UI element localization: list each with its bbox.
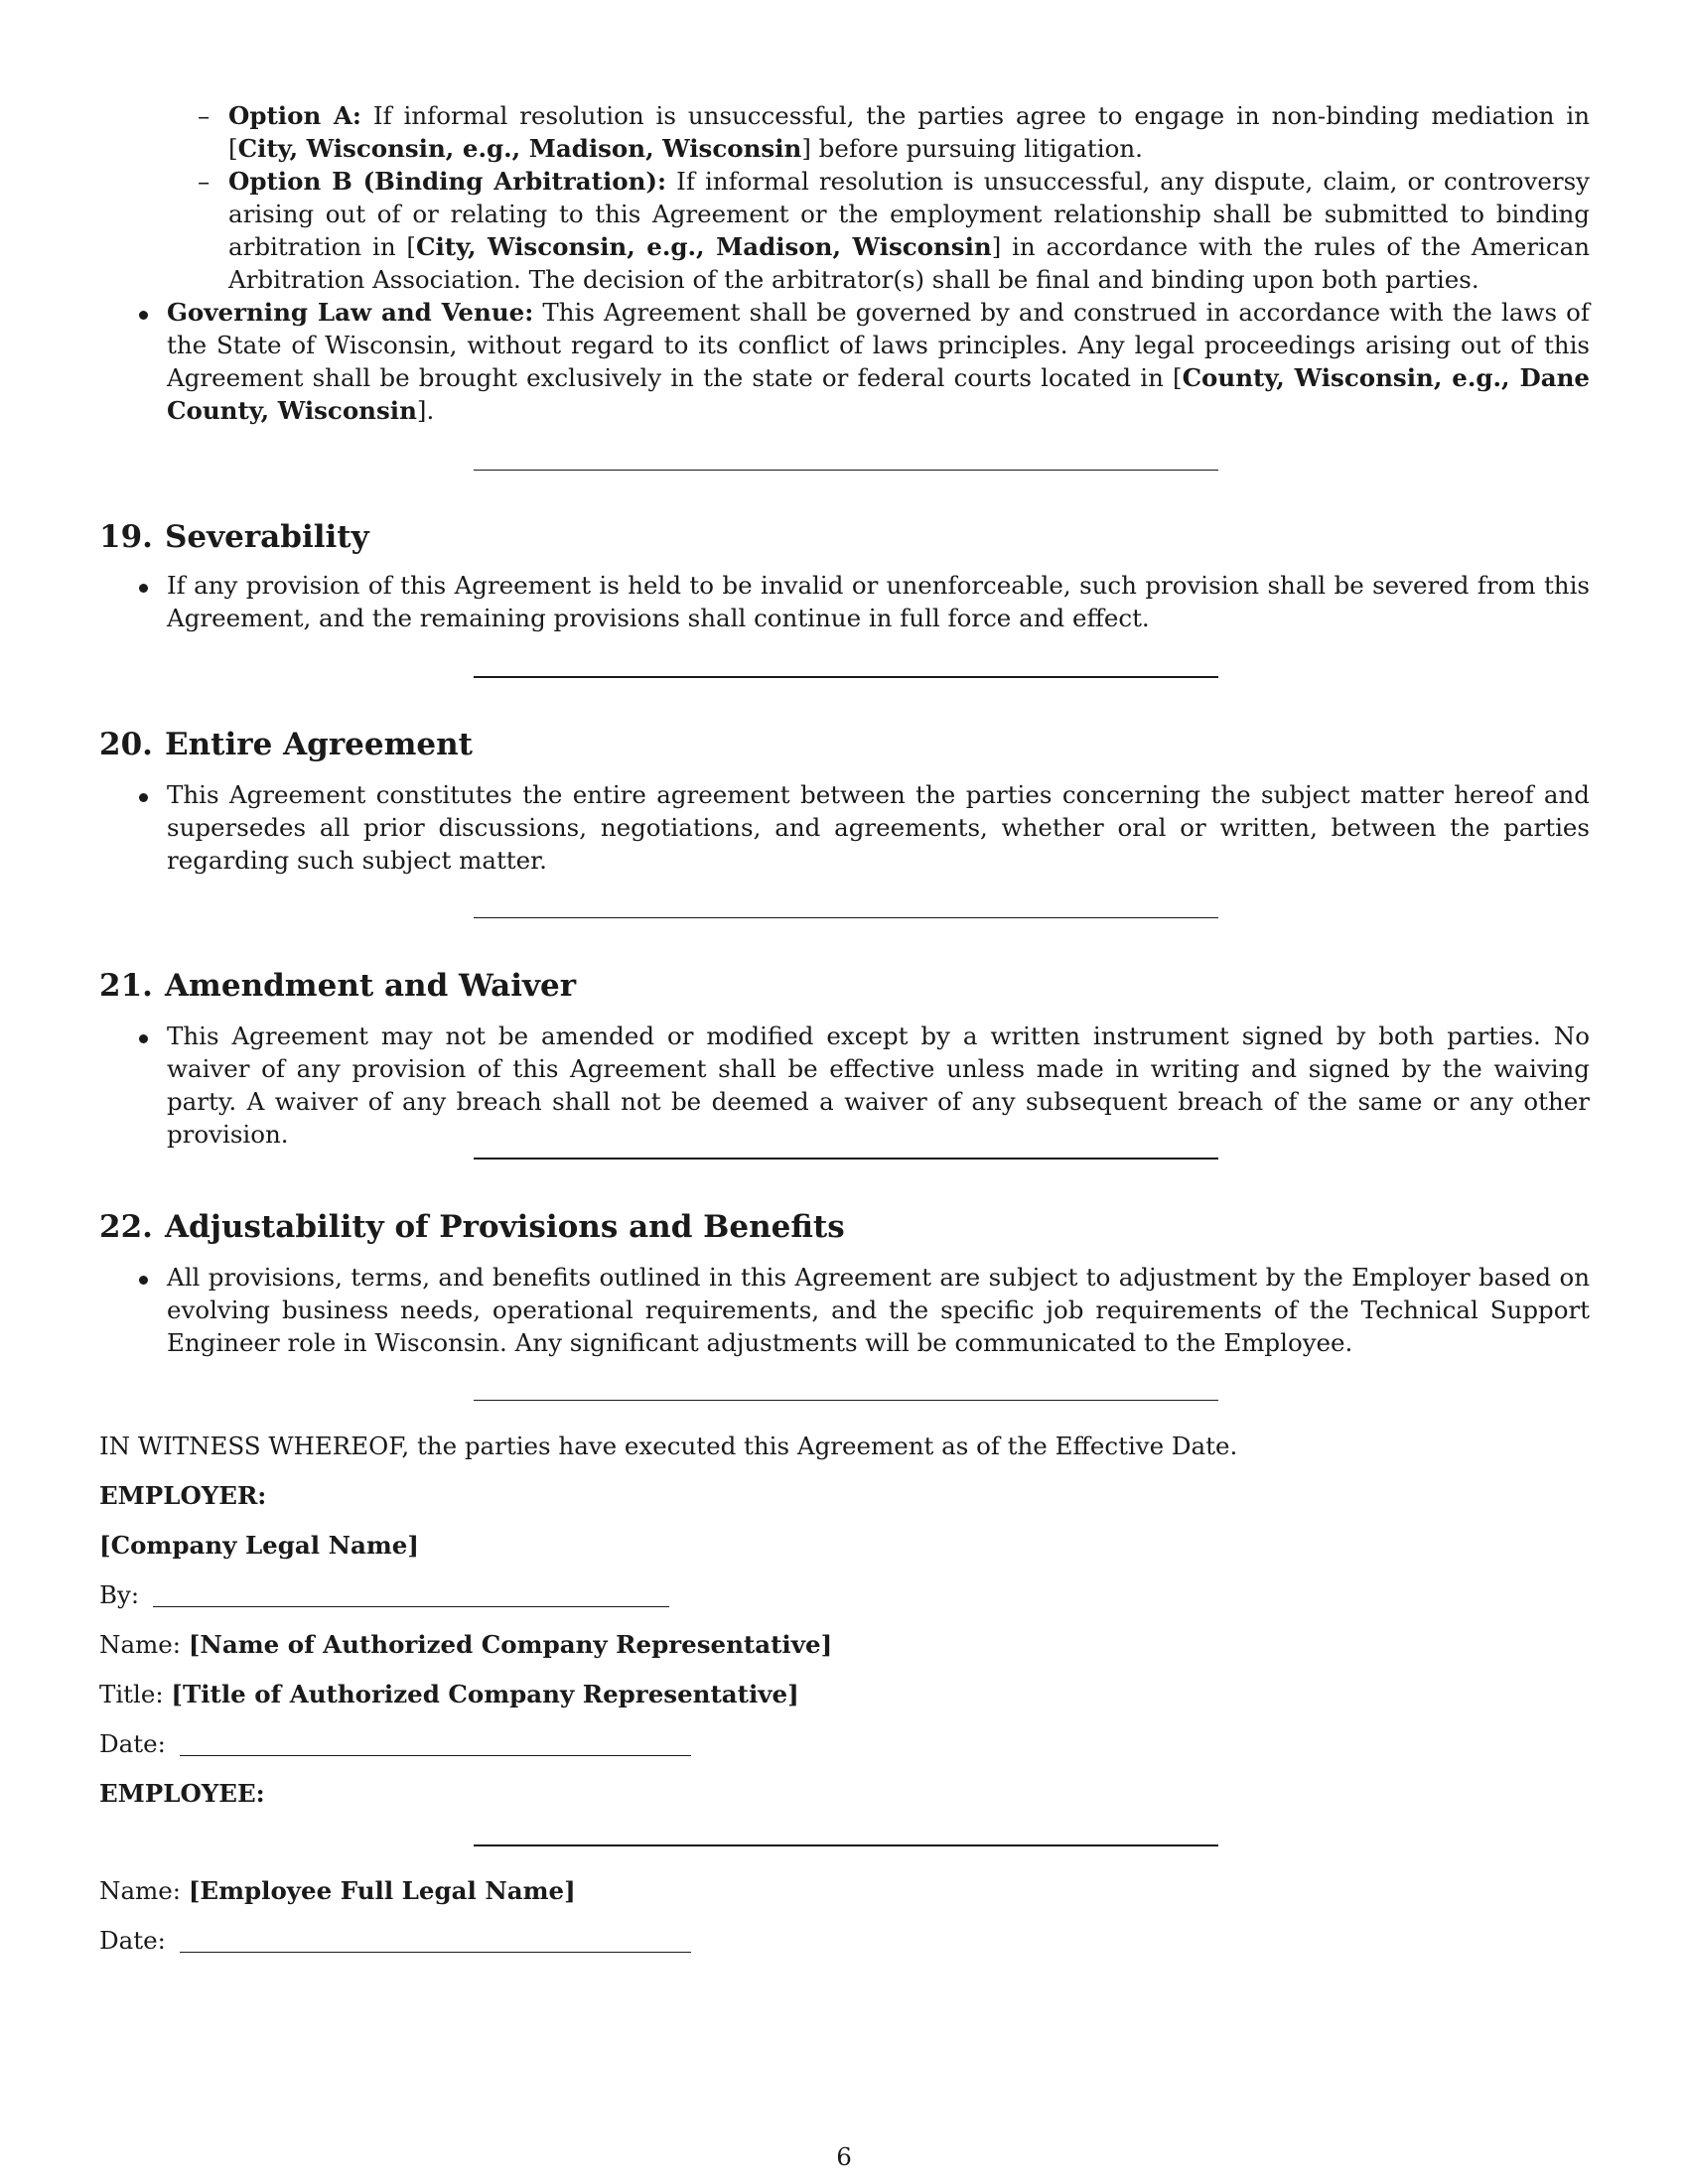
employer-name-line: Name: [Name of Authorized Company Representative]	[99, 1630, 833, 1659]
employer-date-field[interactable]	[180, 1731, 691, 1756]
employer-date-line: Date:	[99, 1727, 691, 1760]
section-heading-entire-agreement: 20. Entire Agreement	[99, 727, 473, 762]
witness-statement: IN WITNESS WHEREOF, the parties have executed this Agreement as of the Effective Date.	[99, 1432, 1238, 1460]
bullet-marker	[139, 1276, 148, 1285]
section-heading-amendment-waiver: 21. Amendment and Waiver	[99, 968, 577, 1004]
option-b-label: Option B (Binding Arbitration):	[228, 167, 667, 196]
option-a-label: Option A:	[228, 101, 361, 130]
section-divider	[474, 917, 1218, 918]
governing-law-place: County, Wisconsin, e.g., Dane County, Wisconsin	[167, 363, 1590, 425]
dash-marker: –	[198, 167, 211, 196]
amendment-waiver-paragraph: This Agreement may not be amended or modified except by a written instrument signed by both parties. No waiver of any provision of this Agreement shall be effective unless made in writing and signed by the waiving party. A waiver of any breach shall not be deemed a waiver of any subsequent breach of the same or any other provision.	[167, 1022, 1590, 1149]
option-a-place: City, Wisconsin, e.g., Madison, Wisconsin	[237, 134, 802, 163]
bullet-marker	[139, 1034, 148, 1043]
employee-date-field[interactable]	[180, 1928, 691, 1953]
section-divider	[474, 470, 1218, 471]
page-number: 6	[836, 2142, 852, 2171]
section-divider	[474, 1158, 1218, 1160]
adjustability-paragraph: All provisions, terms, and benefits outlined in this Agreement are subject to adjustment by the Employer based on evolving business needs, operational requirements, and the specific job requirements of the Technical Support Engineer role in Wisconsin. Any significant adjustments will be communicated to the Employee.	[167, 1263, 1590, 1357]
employee-heading: EMPLOYEE:	[99, 1779, 265, 1808]
employee-signature-line[interactable]	[474, 1844, 1218, 1846]
option-b-paragraph: Option B (Binding Arbitration): If informal resolution is unsuccessful, any dispute, claim, or controversy arising out of or relating to this Agreement or the employment relationship shall be submitted to binding arbitration in [City, Wisconsin, e.g., Madison, Wisconsin] in accordance with the rules of the American Arbitration Association. The decision of the arbitrator(s) shall be final and binding upon both parties.	[228, 167, 1591, 294]
employer-heading: EMPLOYER:	[99, 1481, 267, 1510]
governing-law-label: Governing Law and Venue:	[167, 298, 534, 327]
company-legal-name: [Company Legal Name]	[99, 1531, 419, 1560]
bullet-marker	[139, 584, 148, 593]
dash-marker: –	[198, 101, 211, 130]
option-a-paragraph: Option A: If informal resolution is unsuccessful, the parties agree to engage in non-binding mediation in [City, Wisconsin, e.g., Madison, Wisconsin] before pursuing litigation.	[228, 101, 1590, 163]
bullet-marker	[139, 793, 148, 802]
entire-agreement-paragraph: This Agreement constitutes the entire agreement between the parties concerning the subject matter hereof and supersedes all prior discussions, negotiations, and agreements, whether oral or written, between the parties regarding such subject matter.	[167, 780, 1590, 875]
employee-name-line: Name: [Employee Full Legal Name]	[99, 1876, 576, 1905]
bullet-marker	[139, 311, 148, 320]
section-divider	[474, 1400, 1218, 1401]
section-heading-adjustability: 22. Adjustability of Provisions and Benefits	[99, 1209, 845, 1245]
employer-signature-line[interactable]	[153, 1582, 669, 1607]
section-heading-severability: 19. Severability	[99, 519, 369, 555]
severability-paragraph: If any provision of this Agreement is held to be invalid or unenforceable, such provision shall be severed from this Agreement, and the remaining provisions shall continue in full force and effect.	[167, 571, 1590, 632]
employer-by-line: By:	[99, 1578, 669, 1611]
employer-title-line: Title: [Title of Authorized Company Representative]	[99, 1680, 799, 1708]
option-b-place: City, Wisconsin, e.g., Madison, Wisconsin	[415, 232, 992, 261]
section-divider	[474, 676, 1218, 678]
employee-date-line: Date:	[99, 1924, 691, 1957]
governing-law-paragraph: Governing Law and Venue: This Agreement shall be governed by and construed in accordance with the laws of the State of Wisconsin, without regard to its conflict of laws principles. Any legal proceedings arising out of this Agreement shall be brought exclusively in the state or federal courts located in [County, Wisconsin, e.g., Dane County, Wisconsin].	[167, 298, 1590, 425]
